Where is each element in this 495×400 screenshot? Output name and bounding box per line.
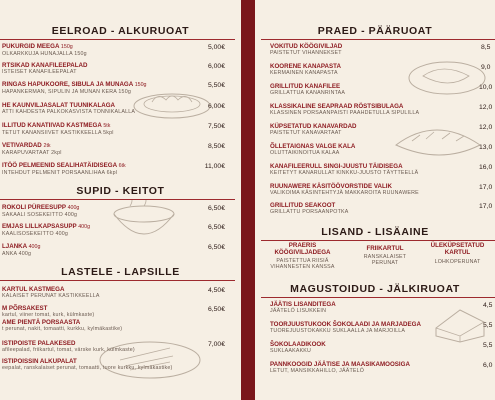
menu-item: RTSIKAD KANAFILEEPALAD ISTEISET KANAFILEEPALAT (2, 62, 88, 75)
menu-item: ROKOLI PÜREESUPP 400g SAKAALI SOSEKEITTO 400g (2, 204, 80, 218)
menu-item-price: 12,0 (479, 124, 493, 131)
menu-item: VOKITUD KÖÖGIVILJAD PAISTETUT VIHANNEKSET (270, 43, 343, 56)
section-title-main-courses: PRAED - PÄÄRUOAT (317, 25, 433, 37)
menu-item: ITÖÖ PELMEENID SEALIHATÄIDISEGA 6tk INTEHDUT PELMENIT PORSAANLIHAA 6kpl (2, 162, 126, 176)
menu-item: AME PIENTÄ PORSAASTA t perunat, nakit, tomaatti, kurkku, kylmäkastike) (2, 319, 123, 332)
menu-item: ISTIPOISTE PALAKESED afileepalad, friikartul, tomat, värske kurk, külmkaste) (2, 340, 135, 353)
menu-item: LJANKA 400g ANKA 400g (2, 243, 41, 257)
menu-item: KÜPSETATUD KANAVARDAD PAISTETUT KANAVARTAAT (270, 123, 357, 136)
section-title-appetizers: EELROAD - ALKURUOAT (51, 25, 190, 37)
menu-page-left (0, 0, 241, 400)
section-divider (261, 39, 495, 40)
menu-item-price: 10,0 (479, 84, 493, 91)
section-title-sides: LISAND - LISÄAINE (321, 226, 429, 238)
menu-item: TOORJUUSTUKOOK ŠOKOLAADI JA MARJADEGA TUOREJUUSTOKAKKU SUKLAALLA JA MARJOILLA (270, 321, 421, 334)
menu-item-price: 8,50€ (207, 143, 225, 150)
menu-item: GRILLITUD SEAKOOT GRILLATTU PORSAANPOTKA (270, 202, 349, 215)
menu-item: EMJAS LILLKAPSASUPP 400g KAALISOSEKEITTO 400g (2, 223, 91, 237)
menu-item-price: 6,50€ (207, 306, 225, 313)
menu-item: KARTUL KASTMEGA KALAISET PERUNAT KASTIKKEELLA (2, 286, 100, 299)
menu-item-price: 5,5 (483, 322, 493, 329)
section-divider (0, 280, 235, 281)
menu-item: GRILLITUD KANAFILEE GRILLATTUA KANANRINTAA (270, 83, 346, 96)
menu-item: ŠOKOLAADIKOOK SUKLAAKAKKU (270, 341, 326, 354)
menu-item-price: 6,00€ (207, 103, 225, 110)
menu-item: RUUNAWERE KÄSITÖÖVORSTIDE VALIK VALIKOIMA KÄSINTEHTYJÄ MAKKAROITA RUUNAWERE (270, 183, 419, 196)
menu-item: PANNKOOGID JÄÄTISE JA MAASIKAMOOSIGA LETUT, MANSIKKAHILLO, JÄÄTELÖ (270, 361, 410, 374)
side-item: PRAERIS KÖÖGIVILJADEGA PAISTETTUA RIISIÄ VIHANNESTEN KANSSA (270, 242, 335, 271)
side-item: FRIIKARTUL RANSKALAISET PERUNAT (363, 245, 407, 267)
salad-sketch-icon (130, 82, 215, 122)
menu-item-price: 4,5 (483, 302, 493, 309)
menu-item-price: 9,0 (481, 64, 491, 71)
menu-item-price: 16,0 (479, 164, 493, 171)
menu-item-price: 5,5 (483, 342, 493, 349)
menu-item: KOORENE KANAPASTA KERMAINEN KANAPASTA (270, 63, 341, 76)
menu-item: ÕLLETAIGNAS VALGE KALA OLUTTAIKINOITUA KALAA (270, 143, 356, 156)
menu-item-price: 6,50€ (207, 244, 225, 251)
side-item: ÜLEKÜPSETATUD KARTUL LOHKOPERUNAT (430, 242, 485, 265)
section-title-kids: LASTELE - LAPSILLE (61, 266, 180, 278)
menu-item: KLASSIKALINE SEAPRAAD RÖSTSIBULAGA KLASSINEN PORSAANPAISTI PAAHDETULLA SIPULILLA (270, 103, 420, 116)
menu-item-price: 6,50€ (207, 224, 225, 231)
section-title-desserts: MAGUSTOIDUD - JÄLKIRUOAT (290, 283, 460, 295)
menu-item-price: 6,0 (483, 362, 493, 369)
plate-sketch-icon (95, 330, 205, 385)
section-divider (261, 240, 495, 241)
book-spine (241, 0, 255, 400)
menu-item-price: 7,50€ (207, 123, 225, 130)
soup-bowl-sketch-icon (110, 200, 180, 240)
menu-item: VETIVARDAD 2tk KARAPUVARTAAT 2kpl (2, 142, 62, 156)
menu-item: RINGAS HAPUKOORE, SIBULA JA MUNAGA 150g HAPANKERMAN, SIPULIN JA MUNAN KERA 150g (2, 81, 147, 95)
menu-item: KANAFILEERULL SINGI-JUUSTU TÄIDISEGA KEITETYT KANARULLAT KINKKU-JUUSTO TÄYTTEELLÄ (270, 163, 419, 176)
section-title-soups: SUPID - KEITOT (76, 185, 165, 197)
menu-item: PUKURGID MEEGA 150g OLKARKKUJA HUNAJALLA 150g (2, 43, 87, 57)
menu-page-right (255, 0, 495, 400)
menu-item: ILLITUD KANATIIVAD KASTMEGA 5tk TETUT KANANSIIVET KASTIKKEELLA 5kpl (2, 122, 114, 136)
menu-item-price: 6,50€ (207, 205, 225, 212)
menu-item-price: 13,0 (479, 144, 493, 151)
menu-item: HE KAUNVILJASALAT TUUNIKALAGA ATTI KAHDESTA PALKOKASVISTA TONNIKALALLA (2, 102, 136, 115)
menu-item-price: 11,00€ (204, 163, 225, 170)
menu-item-price: 17,0 (479, 203, 493, 210)
cake-sketch-icon (430, 300, 493, 345)
section-divider (0, 39, 235, 40)
menu-item-price: 12,0 (479, 104, 493, 111)
section-divider (261, 297, 495, 298)
menu-item-price: 7,00€ (207, 341, 225, 348)
menu-item: ISTIPOISSIN ALKUPALAT eepalat, ranskalaiset perunat, tomaatti, tuore kurkku, kylmäkastike) (2, 358, 173, 371)
menu-item-price: 5,50€ (207, 82, 225, 89)
menu-item-price: 17,0 (479, 184, 493, 191)
menu-item: JÄÄTIS LISANDITEGA JÄÄTELÖ LISUKKEIN (270, 301, 336, 314)
menu-item-price: 8,5 (481, 44, 491, 51)
steak-sketch-icon (405, 50, 493, 100)
menu-item-price: 6,00€ (207, 63, 225, 70)
menu-item-price: 5,00€ (207, 44, 225, 51)
menu-item: M PÕRSAKEST kartul, viiner tomat, kurk, külmkaste) (2, 305, 95, 318)
bread-sketch-icon (390, 115, 485, 165)
menu-item-price: 4,50€ (207, 287, 225, 294)
